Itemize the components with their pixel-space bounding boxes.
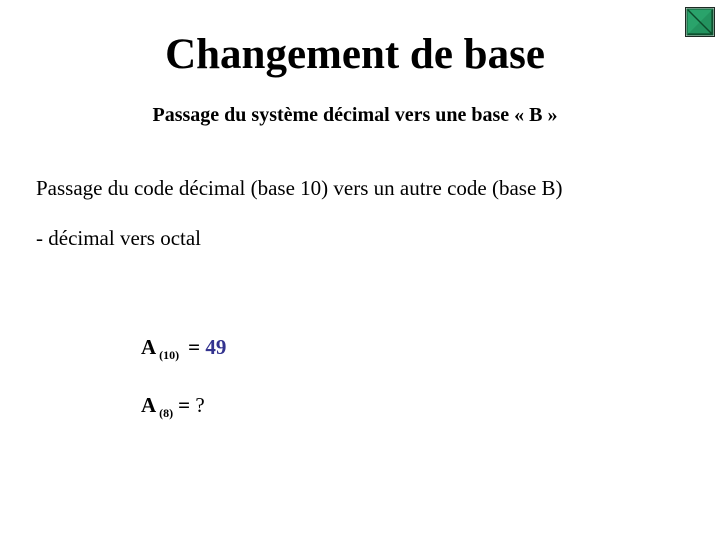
- page-title: Changement de base: [165, 31, 545, 78]
- equation-operator: =: [188, 335, 201, 359]
- intro-text: Passage du code décimal (base 10) vers un autre code (base B): [36, 176, 563, 200]
- equation-variable: A: [141, 335, 157, 359]
- equation-operator: =: [178, 393, 191, 417]
- page-subtitle: Passage du système décimal vers une base « B »: [152, 104, 558, 126]
- equation-octal: [141, 392, 205, 426]
- equation-value: 49: [205, 335, 227, 359]
- equation-value: ?: [195, 393, 205, 417]
- equation-variable: A: [141, 393, 157, 417]
- equation-decimal: [141, 334, 226, 368]
- equation-base: (8): [159, 406, 174, 420]
- equation-base: (10): [159, 348, 180, 362]
- conversion-type-text: - décimal vers octal: [36, 226, 202, 250]
